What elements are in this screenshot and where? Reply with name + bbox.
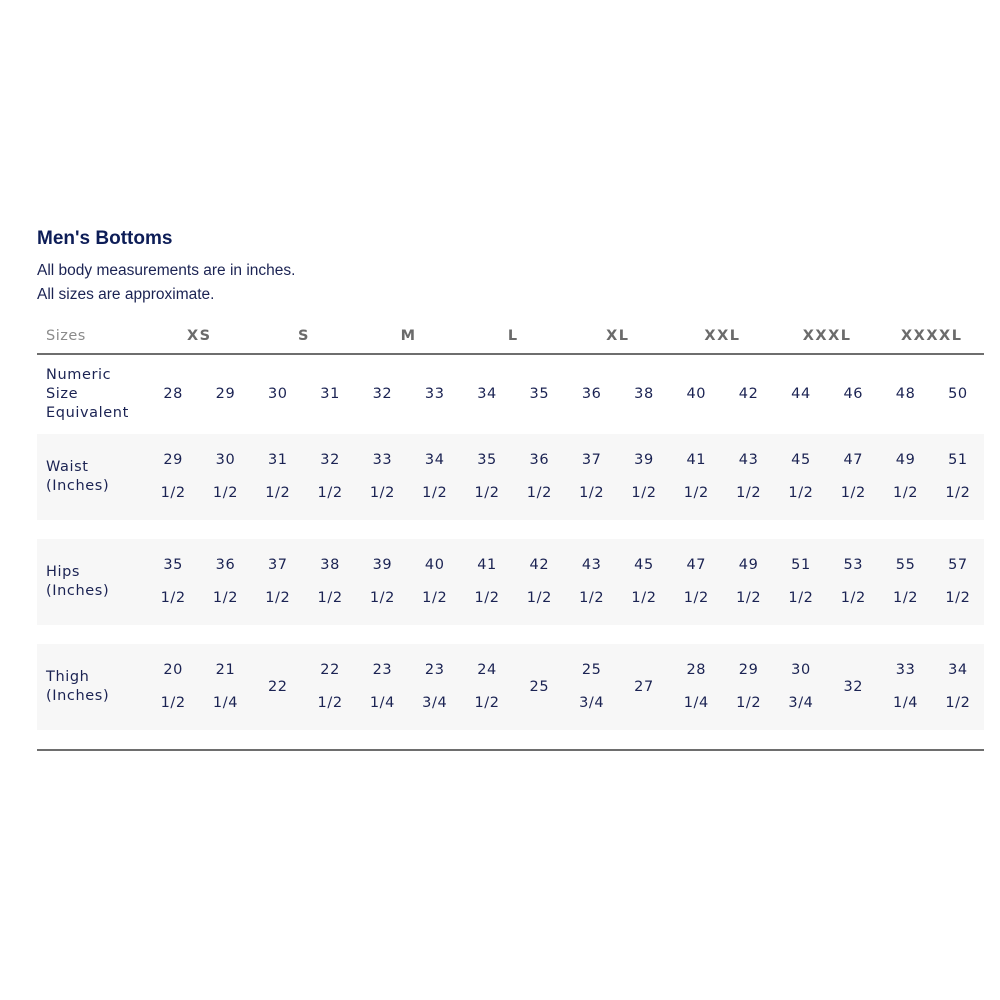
table-cell [147,434,199,520]
cell-value: 47 [686,557,707,573]
table-cell [513,434,565,520]
cell-value: 20 [163,662,183,678]
cell-value: 35 [477,452,497,468]
row-label-line: Equivalent [46,405,129,421]
cell-fraction: 1/2 [422,485,448,501]
row-spacer-cell [37,520,984,539]
table-cell [879,354,931,434]
table-cell [618,434,670,520]
cell-value: 28 [163,386,183,402]
cell-value: 57 [948,557,968,573]
table-cell [827,644,879,730]
table-cell [775,644,827,730]
size-guide [37,226,984,711]
cell-value: 53 [843,557,864,573]
measurement-note: All body measurements are in inches. [37,262,296,279]
cell-fraction: 1/2 [317,485,343,501]
row-label-line: Numeric [46,367,112,383]
table-cell [618,644,670,730]
row-label [37,539,147,625]
table-cell [199,434,251,520]
cell-value: 33 [424,386,445,402]
row-label-line: Size [46,386,79,402]
row-label-line: Hips (Inches) [46,564,110,599]
cell-value: 34 [477,386,497,402]
sizes-column-label: Sizes [37,319,147,354]
table-cell [722,434,774,520]
cell-fraction: 1/2 [160,590,186,606]
cell-value: 51 [791,557,811,573]
row-label [37,354,147,434]
table-cell [722,539,774,625]
cell-value: 39 [634,452,654,468]
cell-fraction: 1/2 [788,485,814,501]
table-cell [356,354,408,434]
table-cell [932,644,984,730]
cell-value: 43 [738,452,759,468]
cell-fraction: 1/2 [317,590,343,606]
approximate-note: All sizes are approximate. [37,286,215,303]
table-cell [932,354,984,434]
cell-value: 29 [215,386,236,402]
cell-fraction: 1/2 [840,485,866,501]
size-header-s: S [252,319,357,354]
table-cell [356,539,408,625]
row-label-line: Waist [46,459,89,475]
row-spacer [37,730,984,750]
row-spacer [37,625,984,644]
table-cell [409,539,461,625]
table-cell [304,644,356,730]
cell-value: 35 [163,557,183,573]
table-cell [775,539,827,625]
cell-value: 31 [267,452,288,468]
cell-fraction: 1/4 [369,695,395,711]
cell-value: 30 [267,386,288,402]
cell-fraction: 1/4 [212,695,239,711]
cell-fraction: 1/2 [265,590,291,606]
cell-value: 34 [948,662,968,678]
cell-value: 55 [895,557,916,573]
cell-fraction: 1/2 [422,590,448,606]
cell-fraction: 1/2 [631,590,657,606]
cell-fraction: 1/2 [579,485,605,501]
table-cell [722,354,774,434]
row-label [37,644,147,730]
size-header-m: M [356,319,461,354]
size-header-l: L [461,319,566,354]
cell-value: 33 [372,452,393,468]
cell-value: 43 [581,557,602,573]
table-cell [147,354,199,434]
table-cell [722,644,774,730]
thigh-row [37,644,984,730]
cell-fraction: 1/2 [840,590,866,606]
table-cell [879,434,931,520]
table-cell [670,539,722,625]
cell-value: 37 [581,452,602,468]
table-cell [199,644,251,730]
size-chart-table [37,319,984,751]
table-cell [670,434,722,520]
cell-value: 30 [215,452,236,468]
table-cell [409,644,461,730]
cell-value: 33 [895,662,916,678]
cell-value: 36 [215,557,236,573]
table-cell [566,644,618,730]
cell-value: 37 [267,557,288,573]
size-header-xs: XS [147,319,252,354]
cell-fraction: 1/2 [945,695,971,711]
table-cell [618,354,670,434]
cell-value: 28 [686,662,707,678]
cell-value: 35 [529,386,550,402]
cell-fraction: 1/2 [945,590,971,606]
cell-value: 45 [791,452,811,468]
size-header-xl: XL [566,319,671,354]
cell-fraction: 1/2 [945,485,971,501]
cell-fraction: 1/2 [683,485,709,501]
cell-value: 39 [372,557,393,573]
cell-fraction: 1/2 [474,590,500,606]
cell-value: 40 [424,557,445,573]
cell-value: 44 [791,386,811,402]
table-cell [461,539,513,625]
table-cell [461,354,513,434]
cell-fraction: 3/4 [422,695,448,711]
table-cell [566,354,618,434]
page-title: Men's Bottoms [37,228,173,249]
cell-value: 38 [320,557,340,573]
table-cell [304,539,356,625]
table-cell [252,539,304,625]
cell-value: 38 [634,386,654,402]
cell-fraction: 1/2 [788,590,814,606]
table-cell [199,354,251,434]
table-cell [252,354,304,434]
cell-value: 46 [843,386,864,402]
table-cell [932,434,984,520]
cell-value: 32 [843,678,864,695]
cell-value: 41 [686,452,707,468]
cell-fraction: 1/2 [369,485,395,501]
cell-fraction: 1/2 [631,485,657,501]
cell-value: 30 [791,662,811,678]
table-cell [932,539,984,625]
cell-value: 21 [215,662,236,678]
table-cell [827,539,879,625]
cell-value: 34 [424,452,445,468]
row-spacer-cell [37,730,984,750]
size-header-row [37,319,984,354]
cell-fraction: 1/2 [736,485,762,501]
table-cell [670,354,722,434]
cell-fraction: 1/2 [893,485,919,501]
table-cell [252,644,304,730]
table-cell [879,644,931,730]
cell-value: 48 [895,386,916,402]
cell-value: 47 [843,452,864,468]
cell-value: 40 [686,386,707,402]
table-cell [356,644,408,730]
table-cell [879,539,931,625]
cell-fraction: 3/4 [788,695,814,711]
cell-value: 36 [581,386,602,402]
cell-fraction: 3/4 [579,695,605,711]
size-header-xxxl: XXXL [775,319,880,354]
table-cell [566,434,618,520]
table-cell [618,539,670,625]
table-cell [461,434,513,520]
cell-fraction: 1/2 [736,695,762,711]
cell-fraction: 1/2 [736,590,762,606]
cell-value: 49 [738,557,759,573]
table-cell [304,434,356,520]
row-spacer-cell [37,625,984,644]
row-label [37,434,147,520]
row-label-line: (Inches) [46,688,110,704]
table-cell [827,354,879,434]
cell-fraction: 1/2 [212,485,239,501]
cell-value: 45 [634,557,654,573]
table-cell [199,539,251,625]
cell-fraction: 1/2 [160,485,186,501]
cell-value: 25 [581,662,602,678]
table-cell [827,434,879,520]
cell-value: 25 [529,678,550,695]
cell-value: 32 [320,452,340,468]
cell-value: 29 [738,662,759,678]
cell-value: 31 [320,386,340,402]
cell-value: 32 [372,386,393,402]
table-cell [252,434,304,520]
table-cell [670,644,722,730]
cell-fraction: 1/2 [526,590,552,606]
cell-value: 22 [320,662,340,678]
table-cell [775,434,827,520]
cell-value: 22 [267,678,288,695]
row-label-line: Thigh [46,669,90,685]
table-cell [461,644,513,730]
cell-value: 51 [948,452,968,468]
table-cell [566,539,618,625]
cell-value: 41 [477,557,497,573]
cell-fraction: 1/4 [683,695,709,711]
cell-fraction: 1/4 [893,695,919,711]
table-cell [513,354,565,434]
size-chart-body [37,354,984,750]
cell-value: 23 [372,662,393,678]
cell-value: 50 [948,386,968,402]
cell-fraction: 1/2 [893,590,919,606]
cell-fraction: 1/2 [212,590,239,606]
cell-fraction: 1/2 [317,695,343,711]
waist-row [37,434,984,520]
table-cell [775,354,827,434]
cell-value: 27 [634,678,654,695]
cell-fraction: 1/2 [265,485,291,501]
cell-value: 24 [477,662,497,678]
cell-fraction: 1/2 [369,590,395,606]
table-cell [409,434,461,520]
cell-fraction: 1/2 [526,485,552,501]
size-header-xxxxl: XXXXL [879,319,984,354]
table-cell [513,644,565,730]
row-label-line: (Inches) [46,478,110,494]
table-cell [356,434,408,520]
cell-fraction: 1/2 [474,485,500,501]
cell-value: 42 [738,386,759,402]
table-cell [304,354,356,434]
size-header-xxl: XXL [670,319,775,354]
row-spacer [37,520,984,539]
cell-value: 23 [424,662,445,678]
numeric-size-row [37,354,984,434]
table-cell [409,354,461,434]
table-cell [147,539,199,625]
cell-fraction: 1/2 [160,695,186,711]
cell-value: 49 [895,452,916,468]
cell-value: 42 [529,557,550,573]
cell-fraction: 1/2 [474,695,500,711]
cell-value: 36 [529,452,550,468]
hips-row [37,539,984,625]
table-cell [513,539,565,625]
cell-fraction: 1/2 [579,590,605,606]
table-cell [147,644,199,730]
cell-value: 29 [163,452,183,468]
cell-fraction: 1/2 [683,590,709,606]
